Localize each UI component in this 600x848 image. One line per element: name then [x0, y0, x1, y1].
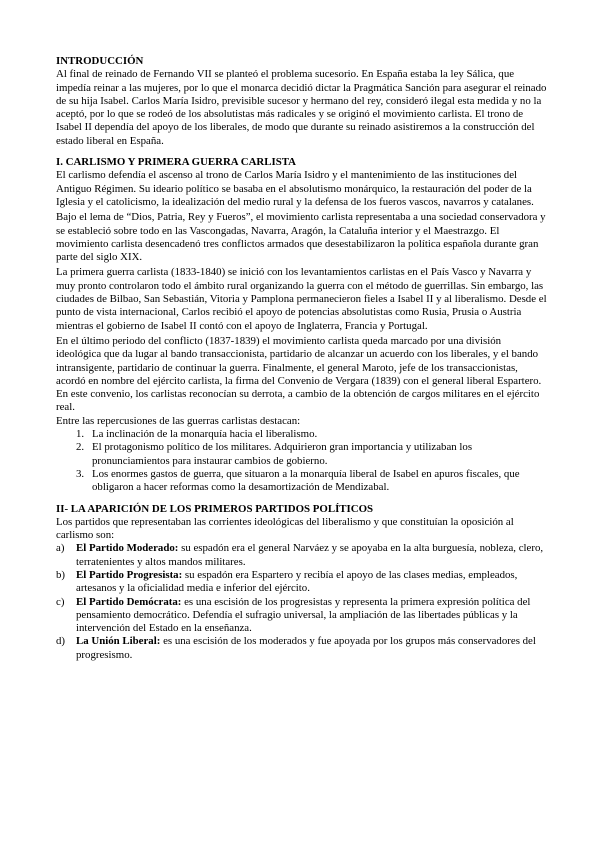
- list-item-text: El protagonismo político de los militares. Adquirieron gran importancia y utilizaban los pronunciamientos para instaurar cambios de gobierno.: [92, 441, 473, 467]
- section1-paragraph-2: Bajo el lema de “Dios, Patria, Rey y Fueros”, el movimiento carlista representaba a una sociedad conservadora y se estableció sobre todo en las Vascongadas, Navarra, Aragón, la Cataluña interior y el Maestrazgo. El movimiento carlista desencadenó tres conflictos armados que desestabilizaron la política española durante gran parte del siglo XIX.: [56, 211, 546, 264]
- party-name: El Partido Progresista:: [76, 568, 183, 581]
- party-name: La Unión Liberal:: [76, 635, 161, 648]
- list-item-text: La inclinación de la monarquía hacia el liberalismo.: [92, 428, 318, 441]
- party-description: es una escisión de los progresistas y representa la primera expresión política del pensamiento democrático. Defendía el sufragio universal, la ampliación de las libertades públicas y la intervención del Estado en la enseñanza.: [76, 595, 531, 635]
- section-spacer: [56, 148, 548, 156]
- list-letter: b): [56, 568, 66, 581]
- section1-paragraph-4: En el último periodo del conflicto (1837-1839) el movimiento carlista queda marcado por una división ideológica que da lugar al bando transaccionista, partidario de alcanzar un acuerdo con los liberales, y el bando intransigente, partidario de continuar la guerra. Finalmente, el general Maroto, jefe de los transaccionistas, acordó en nombre del ejército carlista, la firma del Convenio de Vergara (1839) con el general liberal Espartero. En este convenio, los carlistas reconocían su derrota, a cambio de la obtención de cargos militares en el ejército real.: [56, 334, 542, 414]
- repercussions-list: [56, 428, 548, 494]
- intro-heading: INTRODUCCIÓN: [56, 55, 144, 67]
- list-item: [56, 635, 548, 662]
- list-item: [56, 441, 548, 468]
- list-item: [56, 596, 548, 636]
- list-item: [56, 468, 548, 495]
- party-name: El Partido Moderado:: [76, 542, 179, 555]
- section1-paragraph-1: El carlismo defendía el ascenso al trono de Carlos María Isidro y el mantenimiento de las instituciones del Antiguo Régimen. Su ideario político se basaba en el absolutismo monárquico, la restauración del poder de la Iglesia y el catolicismo, la idealización del medio rural y la defensa de los fueros vascos, navarros y catalanes.: [56, 169, 534, 208]
- list-item-text: Los enormes gastos de guerra, que situaron a la monarquía liberal de Isabel en apuros fiscales, que obligaron a hacer reformas como la desamortización de Mendizabal.: [92, 467, 520, 494]
- party-name: El Partido Demócrata:: [76, 595, 182, 608]
- list-letter: c): [56, 595, 65, 608]
- party-description: es una escisión de los moderados y fue apoyada por los grupos más conservadores del progresismo.: [76, 635, 536, 661]
- section1-heading: I. CARLISMO Y PRIMERA GUERRA CARLISTA: [56, 156, 296, 169]
- party-description: su espadón era el general Narváez y se apoyaba en la alta burguesía, nobleza, clero, terratenientes y altos mandos militares.: [76, 542, 544, 568]
- section2-heading: II- LA APARICIÓN DE LOS PRIMEROS PARTIDOS POLÍTICOS: [56, 502, 374, 515]
- party-description: su espadón era Espartero y recibía el apoyo de las clases medias, empleados, artesanos y la oficialidad media e inferior del ejército.: [76, 568, 518, 595]
- list-number: 3.: [76, 467, 85, 480]
- list-number: 1.: [76, 428, 85, 441]
- section1-list-intro: Entre las repercusiones de las guerras carlistas destacan:: [56, 414, 301, 427]
- document-page: [56, 55, 548, 662]
- list-item: [56, 542, 548, 569]
- list-letter: d): [56, 635, 66, 648]
- section-spacer: [56, 495, 548, 503]
- parties-list: [56, 542, 548, 662]
- section2-intro: Los partidos que representaban las corrientes ideológicas del liberalismo y que constituían la oposición al carlismo son:: [56, 515, 514, 542]
- intro-paragraph: Al final de reinado de Fernando VII se planteó el problema sucesorio. En España estaba la ley Sálica, que impedía reinar a las mujeres, por lo que el monarca decidió dictar la Pragmática Sanción para asegurar el reinado de su hija Isabel. Carlos María Isidro, previsible sucesor y hermano del rey, consideró ilegal esta medida y no la aceptó, por lo que se rodeó de los absolutistas más radicales y se originó el movimiento carlista. El trono de Isabel II dependía del apoyo de los liberales, de modo que durante su reinado asistiremos a la construcción del estado liberal en España.: [56, 68, 547, 147]
- list-item: [56, 569, 548, 596]
- list-item: [56, 428, 548, 441]
- list-number: 2.: [76, 441, 85, 454]
- section1-paragraph-3: La primera guerra carlista (1833-1840) se inició con los levantamientos carlistas en el País Vasco y Navarra y muy pronto controlaron todo el ámbito rural organizando la guerra con el método de guerrillas. Sin embargo, las ciudades de Bilbao, San Sebastián, Vitoria y Pamplona permanecieron fieles a Isabel II y al liberalismo. Desde el punto de vista internacional, Carlos recibió el apoyo de potencias absolutistas como Rusia, Prusia o Austria mientras el gobierno de Isabel II contó con el apoyo de Inglaterra, Francia y Portugal.: [56, 266, 547, 332]
- list-letter: a): [56, 542, 65, 555]
